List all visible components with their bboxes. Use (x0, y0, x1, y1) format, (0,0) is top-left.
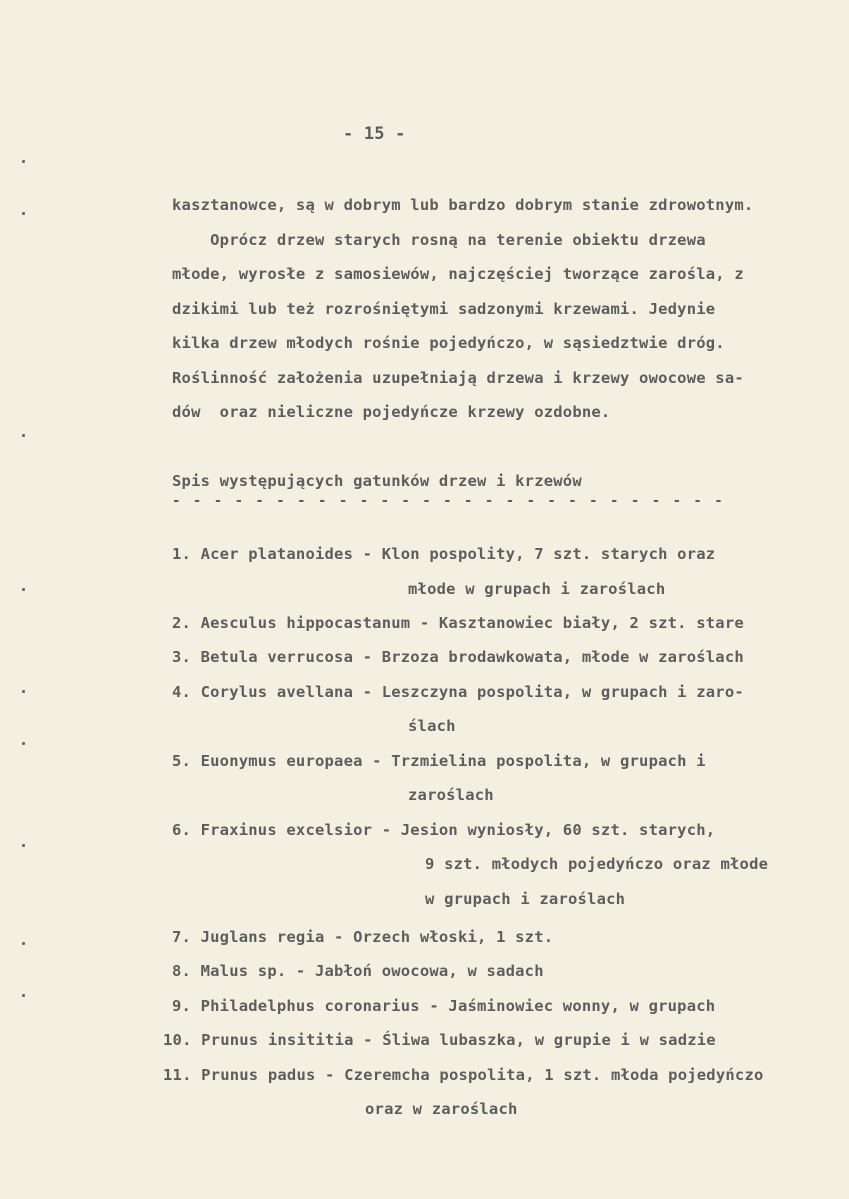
species-line: w grupach i zaroślach (425, 890, 626, 908)
species-line: młode w grupach i zaroślach (408, 580, 666, 598)
margin-mark (22, 994, 25, 997)
paragraph-line: Oprócz drzew starych rosną na terenie obiektu drzewa (172, 231, 706, 249)
margin-mark (22, 434, 25, 437)
species-line: 9 szt. młodych pojedyńczo oraz młode (425, 855, 769, 873)
species-line: ślach (408, 717, 456, 735)
species-line: 9. Philadelphus coronarius - Jaśminowiec wonny, w grupach (172, 997, 716, 1015)
paragraph-line: kasztanowce, są w dobrym lub bardzo dobrym stanie zdrowotnym. (172, 196, 754, 214)
species-line: 4. Corylus avellana - Leszczyna pospolita, w grupach i zaro- (172, 683, 744, 701)
margin-mark (22, 212, 25, 215)
species-line: 10. Prunus insititia - Śliwa lubaszka, w grupie i w sadzie (163, 1031, 716, 1049)
paragraph-line: młode, wyrosłe z samosiewów, najczęściej tworzące zarośla, z (172, 265, 744, 283)
list-heading: Spis występujących gatunków drzew i krzewów (172, 472, 582, 490)
paragraph-line: dzikimi lub też rozrośniętymi sadzonymi krzewami. Jedynie (172, 300, 716, 318)
margin-mark (22, 690, 25, 693)
species-line: 3. Betula verrucosa - Brzoza brodawkowata, młode w zaroślach (172, 648, 744, 666)
list-heading-underline: - - - - - - - - - - - - - - - - - - - - - - - - - - - (172, 493, 725, 509)
species-line: 2. Aesculus hippocastanum - Kasztanowiec biały, 2 szt. stare (172, 614, 744, 632)
species-line: zaroślach (408, 786, 494, 804)
species-line: 1. Acer platanoides - Klon pospolity, 7 szt. starych oraz (172, 545, 716, 563)
species-line: 8. Malus sp. - Jabłoń owocowa, w sadach (172, 962, 544, 980)
margin-mark (22, 160, 25, 163)
species-line: oraz w zaroślach (365, 1100, 518, 1118)
margin-mark (22, 742, 25, 745)
species-line: 6. Fraxinus excelsior - Jesion wyniosły, 60 szt. starych, (172, 821, 716, 839)
species-line: 11. Prunus padus - Czeremcha pospolita, 1 szt. młoda pojedyńczo (163, 1066, 764, 1084)
margin-mark (22, 844, 25, 847)
species-line: 7. Juglans regia - Orzech włoski, 1 szt. (172, 928, 554, 946)
margin-mark (22, 942, 25, 945)
margin-mark (22, 588, 25, 591)
paragraph-line: dów oraz nieliczne pojedyńcze krzewy ozdobne. (172, 403, 611, 421)
paragraph-line: Roślinność założenia uzupełniają drzewa i krzewy owocowe sa- (172, 369, 744, 387)
paragraph-line: kilka drzew młodych rośnie pojedyńczo, w sąsiedztwie dróg. (172, 334, 725, 352)
page-number: - 15 - (343, 124, 406, 144)
species-line: 5. Euonymus europaea - Trzmielina pospolita, w grupach i (172, 752, 706, 770)
